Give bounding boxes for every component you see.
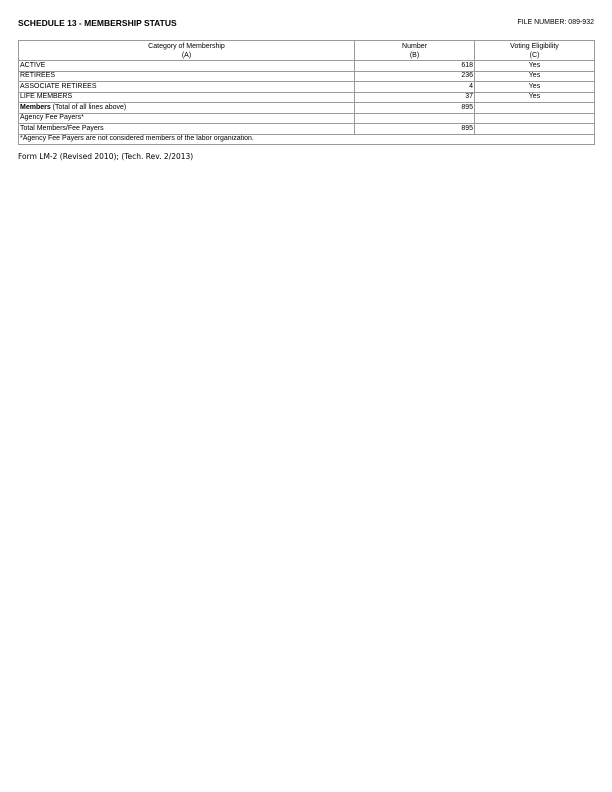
agency-fee-number xyxy=(355,113,475,124)
members-total-label xyxy=(19,103,355,114)
membership-status-table xyxy=(18,40,595,145)
table-row xyxy=(19,82,595,93)
category-cell: RETIREES xyxy=(19,71,355,82)
column-header-category xyxy=(19,41,355,61)
total-members-fee-number: 895 xyxy=(355,124,475,135)
voting-cell: Yes xyxy=(475,71,595,82)
voting-cell: Yes xyxy=(475,82,595,93)
footnote-row xyxy=(19,134,595,145)
agency-fee-label: Agency Fee Payers* xyxy=(19,113,355,124)
page-title: SCHEDULE 13 - MEMBERSHIP STATUS xyxy=(18,18,177,28)
column-header-label: Category of Membership xyxy=(148,43,225,50)
number-cell: 618 xyxy=(355,61,475,72)
number-cell: 4 xyxy=(355,82,475,93)
total-members-fee-row xyxy=(19,124,595,135)
total-members-fee-label: Total Members/Fee Payers xyxy=(19,124,355,135)
total-members-fee-voting xyxy=(475,124,595,135)
column-header-voting xyxy=(475,41,595,61)
voting-cell: Yes xyxy=(475,61,595,72)
page-header xyxy=(18,18,594,30)
column-header-sub: (C) xyxy=(529,52,540,59)
table-row xyxy=(19,71,595,82)
agency-fee-voting xyxy=(475,113,595,124)
table-header-row xyxy=(19,41,595,61)
number-cell: 37 xyxy=(355,92,475,103)
category-cell: ACTIVE xyxy=(19,61,355,72)
number-cell: 236 xyxy=(355,71,475,82)
table-row xyxy=(19,61,595,72)
column-header-label: Voting Eligibility xyxy=(510,43,559,50)
category-cell: LIFE MEMBERS xyxy=(19,92,355,103)
file-number: FILE NUMBER: 089-932 xyxy=(517,19,594,26)
form-label: Form LM-2 (Revised 2010); (Tech. Rev. 2/2013) xyxy=(18,152,194,161)
footnote: *Agency Fee Payers are not considered members of the labor organization. xyxy=(19,134,595,145)
voting-cell: Yes xyxy=(475,92,595,103)
category-cell: ASSOCIATE RETIREES xyxy=(19,82,355,93)
members-total-number: 895 xyxy=(355,103,475,114)
agency-fee-row xyxy=(19,113,595,124)
members-total-label-rest: (Total of all lines above) xyxy=(50,103,127,111)
members-total-label-bold: Members xyxy=(20,103,51,111)
column-header-sub: (A) xyxy=(181,52,192,59)
table-row xyxy=(19,92,595,103)
members-total-row xyxy=(19,103,595,114)
members-total-voting xyxy=(475,103,595,114)
column-header-label: Number xyxy=(402,43,427,50)
column-header-number xyxy=(355,41,475,61)
column-header-sub: (B) xyxy=(409,52,420,59)
